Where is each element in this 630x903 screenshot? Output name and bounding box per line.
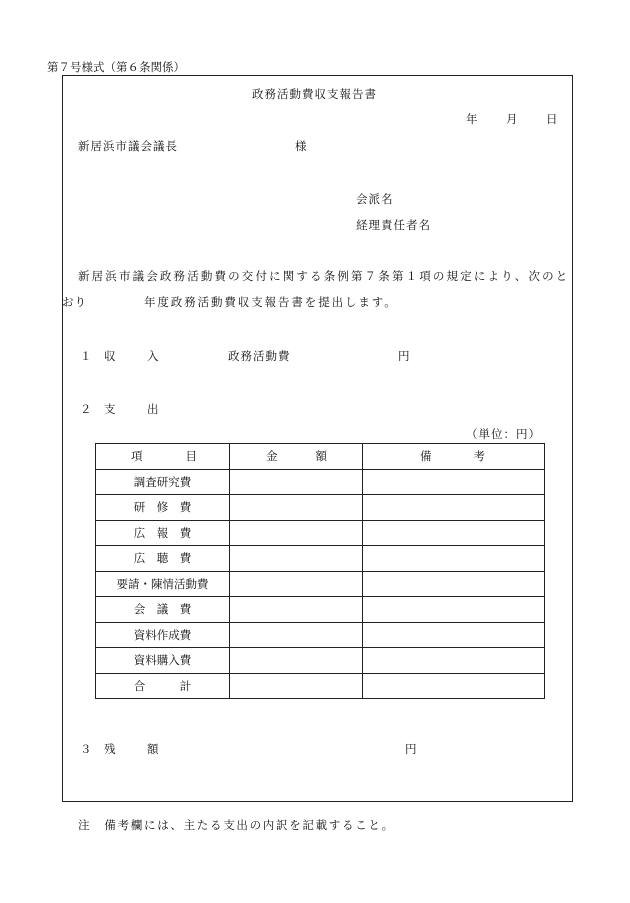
amount-cell: [230, 546, 363, 572]
amount-cell: [230, 571, 363, 597]
header-item-char-2: 目: [185, 449, 197, 464]
date-day: 日: [546, 112, 558, 126]
remarks-cell: [363, 495, 545, 521]
expense-table: [95, 443, 545, 699]
date-year: 年: [466, 112, 478, 126]
body-text-line1: 新居浜市議会政務活動費の交付に関する条例第７条第１項の規定により、次のと: [78, 269, 570, 283]
row-item-material-creation: 資料作成費: [96, 622, 230, 648]
row-item-material-purchase: 資料購入費: [96, 648, 230, 674]
footnote: 注 備考欄には、主たる支出の内訳を記載すること。: [78, 818, 395, 832]
expense-label-1: 支: [104, 402, 116, 416]
table-row: [96, 520, 545, 546]
remarks-cell: [363, 597, 545, 623]
row-item-training: 研 修 費: [96, 495, 230, 521]
expense-number: ２: [80, 402, 92, 416]
remarks-cell: [363, 571, 545, 597]
income-number: １: [80, 349, 92, 363]
table-row: [96, 648, 545, 674]
table-row: [96, 673, 545, 699]
row-item-meeting: 会 議 費: [96, 597, 230, 623]
row-item-total: 合 計: [96, 673, 230, 699]
date-month: 月: [506, 112, 518, 126]
header-remarks-char-2: 考: [473, 449, 485, 464]
row-item-research: 調査研究費: [96, 469, 230, 495]
table-row: [96, 469, 545, 495]
amount-cell: [230, 673, 363, 699]
table-row: [96, 495, 545, 521]
amount-cell: [230, 520, 363, 546]
remarks-cell: [363, 648, 545, 674]
table-row: [96, 571, 545, 597]
form-reference: 第７号様式（第６条関係）: [47, 60, 185, 74]
income-label-2: 入: [147, 349, 159, 363]
amount-cell: [230, 495, 363, 521]
unit-note: （単位：円）: [466, 427, 541, 441]
expense-label-2: 出: [147, 402, 159, 416]
header-remarks: [363, 444, 545, 470]
row-item-hearing: 広 聴 費: [96, 546, 230, 572]
income-label-1: 収: [104, 349, 116, 363]
remarks-cell: [363, 520, 545, 546]
header-amount: [230, 444, 363, 470]
body-text-line2-rest: 年度政務活動費収支報告書を提出します。: [144, 295, 398, 309]
remarks-cell: [363, 673, 545, 699]
balance-label-2: 額: [147, 742, 159, 756]
header-item: [96, 444, 230, 470]
income-unit: 円: [398, 349, 410, 363]
amount-cell: [230, 648, 363, 674]
remarks-cell: [363, 622, 545, 648]
faction-name-label: 会派名: [356, 192, 394, 206]
addressee-honorific: 様: [295, 139, 307, 153]
remarks-cell: [363, 469, 545, 495]
header-amount-char-1: 金: [266, 449, 278, 464]
balance-label-1: 残: [104, 742, 116, 756]
amount-cell: [230, 469, 363, 495]
amount-cell: [230, 597, 363, 623]
table-row: [96, 622, 545, 648]
balance-number: ３: [80, 742, 92, 756]
body-text-line2-start: おり: [62, 295, 87, 309]
table-row: [96, 597, 545, 623]
row-item-petition: 要請・陳情活動費: [96, 571, 230, 597]
income-item: 政務活動費: [228, 349, 291, 363]
header-item-char-1: 項: [131, 449, 143, 464]
remarks-cell: [363, 546, 545, 572]
balance-unit: 円: [405, 742, 417, 756]
accountant-name-label: 経理責任者名: [356, 218, 431, 232]
document-title: 政務活動費収支報告書: [252, 87, 377, 101]
header-amount-char-2: 額: [315, 449, 327, 464]
header-remarks-char-1: 備: [420, 449, 432, 464]
row-item-publicity: 広 報 費: [96, 520, 230, 546]
table-row: [96, 546, 545, 572]
addressee-name: 新居浜市議会議長: [78, 139, 178, 153]
table-header-row: [96, 444, 545, 470]
amount-cell: [230, 622, 363, 648]
